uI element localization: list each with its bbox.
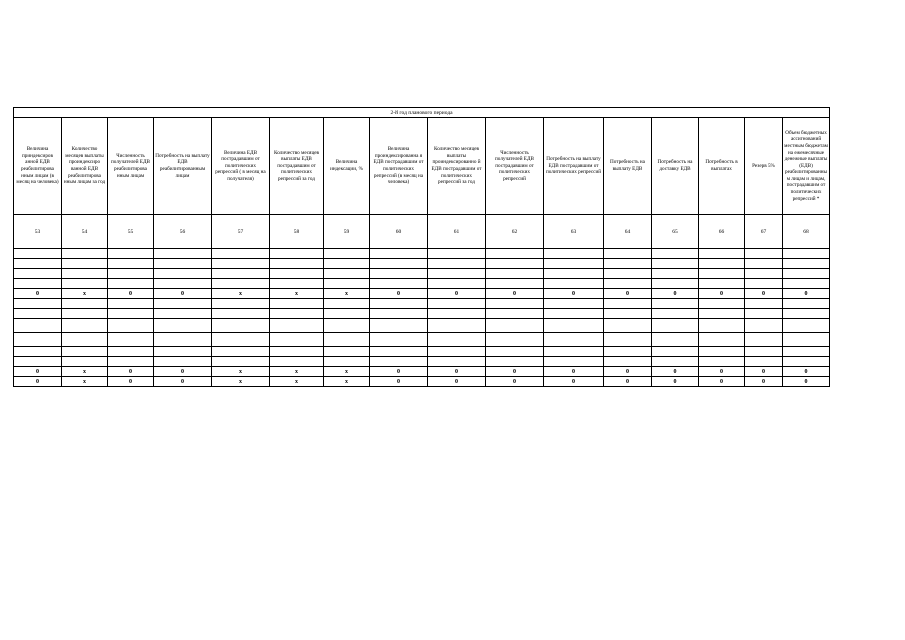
blank-cell (62, 319, 108, 333)
total-cell: x (62, 289, 108, 299)
blank-cell (745, 309, 783, 319)
blank-cell (324, 259, 370, 269)
blank-cell (699, 259, 745, 269)
total-cell: x (270, 289, 324, 299)
blank-cell (745, 269, 783, 279)
total-cell: 0 (604, 367, 652, 377)
blank-row (14, 347, 830, 357)
blank-cell (212, 269, 270, 279)
column-number: 66 (699, 215, 745, 249)
column-number: 62 (486, 215, 544, 249)
total-cell: x (212, 289, 270, 299)
total-cell: 0 (699, 289, 745, 299)
blank-cell (604, 309, 652, 319)
total-cell: 0 (486, 377, 544, 387)
blank-row (14, 259, 830, 269)
blank-cell (108, 347, 154, 357)
blank-cell (604, 357, 652, 367)
blank-cell (370, 279, 428, 289)
blank-cell (604, 299, 652, 309)
total-cell: 0 (154, 377, 212, 387)
blank-cell (652, 309, 699, 319)
blank-cell (108, 319, 154, 333)
blank-cell (783, 269, 830, 279)
total-cell: 0 (745, 377, 783, 387)
total-cell: 0 (108, 289, 154, 299)
blank-cell (428, 259, 486, 269)
total-cell: 0 (652, 367, 699, 377)
blank-cell (428, 279, 486, 289)
blank-cell (745, 279, 783, 289)
blank-cell (108, 269, 154, 279)
column-header: Величина приндексиров анной ЕДВ реабилитирова нным лицам (в месяц на человека) (14, 118, 62, 215)
blank-cell (699, 347, 745, 357)
blank-cell (652, 357, 699, 367)
total-cell: 0 (14, 367, 62, 377)
blank-cell (604, 319, 652, 333)
total-cell: x (270, 367, 324, 377)
blank-cell (14, 299, 62, 309)
blank-row (14, 357, 830, 367)
blank-cell (745, 319, 783, 333)
total-cell: 0 (604, 377, 652, 387)
column-header: Численность получателей ЕДВ пострадавшим от политических репрессий (486, 118, 544, 215)
blank-cell (108, 309, 154, 319)
blank-cell (604, 249, 652, 259)
blank-cell (745, 259, 783, 269)
blank-cell (212, 357, 270, 367)
blank-cell (270, 347, 324, 357)
blank-cell (486, 259, 544, 269)
blank-cell (270, 249, 324, 259)
total-cell: 0 (428, 289, 486, 299)
column-header: Объем бюджетных ассигнований местным бюджетам на ежемесячные денежные выплаты (ЕДВ) реабилитированным лицам и лицам, пострадавшим от политических репрессий * (783, 118, 830, 215)
blank-cell (62, 249, 108, 259)
blank-cell (428, 333, 486, 347)
blank-cell (14, 357, 62, 367)
blank-cell (108, 249, 154, 259)
column-header: Величина индексации, % (324, 118, 370, 215)
total-cell: 0 (14, 377, 62, 387)
total-cell: 0 (370, 367, 428, 377)
blank-cell (62, 279, 108, 289)
column-number: 55 (108, 215, 154, 249)
blank-cell (486, 347, 544, 357)
blank-cell (62, 333, 108, 347)
blank-cell (62, 347, 108, 357)
blank-cell (370, 347, 428, 357)
blank-cell (14, 309, 62, 319)
header-row (14, 118, 830, 215)
total-row (14, 367, 830, 377)
total-cell: x (212, 367, 270, 377)
blank-cell (486, 299, 544, 309)
blank-cell (108, 279, 154, 289)
blank-cell (652, 299, 699, 309)
blank-cell (324, 347, 370, 357)
blank-row (14, 309, 830, 319)
column-number: 54 (62, 215, 108, 249)
blank-cell (699, 357, 745, 367)
column-number: 58 (270, 215, 324, 249)
blank-cell (212, 319, 270, 333)
total-cell: 0 (544, 377, 604, 387)
column-number: 57 (212, 215, 270, 249)
blank-row (14, 269, 830, 279)
blank-cell (62, 259, 108, 269)
column-number: 68 (783, 215, 830, 249)
blank-cell (212, 347, 270, 357)
blank-cell (699, 279, 745, 289)
blank-cell (154, 299, 212, 309)
total-cell: 0 (154, 367, 212, 377)
total-cell: 0 (652, 377, 699, 387)
blank-cell (14, 259, 62, 269)
blank-cell (154, 357, 212, 367)
blank-cell (699, 299, 745, 309)
blank-cell (154, 347, 212, 357)
column-header: Резерв 5% (745, 118, 783, 215)
blank-cell (783, 319, 830, 333)
blank-cell (783, 299, 830, 309)
blank-cell (745, 333, 783, 347)
column-number-row (14, 215, 830, 249)
blank-row (14, 279, 830, 289)
total-cell: 0 (783, 367, 830, 377)
blank-cell (604, 259, 652, 269)
blank-cell (154, 259, 212, 269)
blank-cell (699, 319, 745, 333)
blank-cell (699, 249, 745, 259)
blank-cell (324, 279, 370, 289)
blank-cell (154, 309, 212, 319)
blank-cell (270, 319, 324, 333)
blank-cell (324, 309, 370, 319)
total-cell: x (324, 289, 370, 299)
column-header: Потребность в выплатах (699, 118, 745, 215)
blank-cell (652, 269, 699, 279)
blank-cell (428, 319, 486, 333)
blank-cell (486, 279, 544, 289)
blank-row (14, 319, 830, 333)
column-header: Количество месяцев выплаты проиндексиро ванной ЕДВ реабилитирова нным лицам за год (62, 118, 108, 215)
blank-cell (544, 299, 604, 309)
blank-cell (324, 269, 370, 279)
blank-cell (62, 269, 108, 279)
blank-cell (154, 319, 212, 333)
blank-cell (652, 347, 699, 357)
column-header: Потребность на выплату ЕДВ (604, 118, 652, 215)
period-row (14, 108, 830, 118)
blank-cell (270, 309, 324, 319)
blank-cell (428, 357, 486, 367)
blank-cell (324, 299, 370, 309)
blank-cell (14, 319, 62, 333)
blank-cell (783, 249, 830, 259)
total-cell: 0 (370, 377, 428, 387)
blank-cell (652, 333, 699, 347)
blank-cell (544, 269, 604, 279)
blank-cell (428, 347, 486, 357)
blank-cell (486, 249, 544, 259)
column-header: Численность получателей ЕДВ реабилитирова нным лицам (108, 118, 154, 215)
blank-cell (604, 279, 652, 289)
blank-cell (324, 319, 370, 333)
blank-cell (154, 333, 212, 347)
blank-cell (428, 299, 486, 309)
blank-cell (14, 279, 62, 289)
total-cell: 0 (699, 377, 745, 387)
total-cell: 0 (486, 289, 544, 299)
blank-cell (745, 249, 783, 259)
total-row (14, 377, 830, 387)
column-number: 53 (14, 215, 62, 249)
column-header: Величина проиндексированна я ЕДВ пострадавшим от политических репрессий (в месяц на человека) (370, 118, 428, 215)
blank-cell (783, 259, 830, 269)
blank-cell (212, 309, 270, 319)
total-cell: 0 (783, 377, 830, 387)
total-cell: 0 (428, 367, 486, 377)
blank-cell (544, 357, 604, 367)
blank-row (14, 333, 830, 347)
blank-cell (428, 249, 486, 259)
blank-cell (370, 319, 428, 333)
blank-cell (544, 259, 604, 269)
blank-cell (486, 319, 544, 333)
column-number: 60 (370, 215, 428, 249)
blank-cell (544, 333, 604, 347)
blank-cell (370, 299, 428, 309)
total-cell: x (270, 377, 324, 387)
blank-cell (14, 333, 62, 347)
blank-cell (783, 309, 830, 319)
total-cell: 0 (783, 289, 830, 299)
blank-cell (544, 309, 604, 319)
total-cell: x (62, 377, 108, 387)
blank-cell (14, 347, 62, 357)
column-header: Потребность на выплату ЕДВ пострадавшим от политических репрессий (544, 118, 604, 215)
budget-table (13, 107, 830, 387)
blank-cell (428, 309, 486, 319)
blank-cell (652, 249, 699, 259)
column-header: Количество месяцев выплаты проиндексированно й ЕДВ пострадавшим от политических репрессий за год (428, 118, 486, 215)
blank-cell (486, 309, 544, 319)
total-cell: 0 (154, 289, 212, 299)
blank-cell (699, 269, 745, 279)
blank-cell (783, 333, 830, 347)
total-cell: 0 (370, 289, 428, 299)
blank-cell (783, 279, 830, 289)
blank-cell (745, 299, 783, 309)
total-cell: 0 (108, 367, 154, 377)
total-cell: 0 (745, 289, 783, 299)
blank-cell (270, 259, 324, 269)
blank-cell (370, 259, 428, 269)
blank-cell (270, 357, 324, 367)
column-number: 64 (604, 215, 652, 249)
blank-cell (212, 279, 270, 289)
blank-cell (544, 347, 604, 357)
blank-cell (783, 357, 830, 367)
blank-cell (652, 279, 699, 289)
total-cell: x (212, 377, 270, 387)
blank-cell (14, 269, 62, 279)
blank-cell (370, 249, 428, 259)
period-title: 2-й год планового периода (14, 108, 830, 118)
total-cell: x (324, 377, 370, 387)
blank-cell (486, 269, 544, 279)
total-cell: 0 (108, 377, 154, 387)
blank-cell (652, 319, 699, 333)
blank-cell (370, 333, 428, 347)
column-header: Потребность на выплату ЕДВ реабилитированным лицам (154, 118, 212, 215)
total-cell: x (324, 367, 370, 377)
blank-cell (544, 249, 604, 259)
blank-cell (370, 269, 428, 279)
blank-cell (699, 333, 745, 347)
total-cell: 0 (604, 289, 652, 299)
blank-cell (108, 333, 154, 347)
blank-cell (604, 269, 652, 279)
blank-cell (652, 259, 699, 269)
blank-cell (270, 333, 324, 347)
blank-cell (62, 309, 108, 319)
column-number: 56 (154, 215, 212, 249)
blank-cell (745, 357, 783, 367)
total-cell: x (62, 367, 108, 377)
blank-cell (154, 279, 212, 289)
blank-cell (486, 357, 544, 367)
blank-cell (270, 299, 324, 309)
total-cell: 0 (544, 289, 604, 299)
blank-cell (212, 249, 270, 259)
blank-cell (108, 299, 154, 309)
column-header: Количество месяцев выплаты ЕДВ пострадавшим от политических репрессий за год (270, 118, 324, 215)
blank-cell (783, 347, 830, 357)
blank-cell (14, 249, 62, 259)
total-row (14, 289, 830, 299)
blank-cell (324, 357, 370, 367)
total-cell: 0 (745, 367, 783, 377)
blank-cell (270, 269, 324, 279)
blank-cell (604, 333, 652, 347)
column-number: 65 (652, 215, 699, 249)
blank-cell (62, 357, 108, 367)
blank-cell (62, 299, 108, 309)
blank-cell (544, 319, 604, 333)
blank-row (14, 249, 830, 259)
blank-cell (154, 269, 212, 279)
blank-cell (212, 299, 270, 309)
blank-cell (370, 357, 428, 367)
column-number: 61 (428, 215, 486, 249)
blank-cell (108, 259, 154, 269)
total-cell: 0 (652, 289, 699, 299)
blank-cell (699, 309, 745, 319)
total-cell: 0 (699, 367, 745, 377)
blank-cell (604, 347, 652, 357)
blank-cell (745, 347, 783, 357)
blank-cell (212, 333, 270, 347)
blank-cell (370, 309, 428, 319)
blank-cell (212, 259, 270, 269)
column-header: Потребность на доставку ЕДВ (652, 118, 699, 215)
column-number: 59 (324, 215, 370, 249)
total-cell: 0 (544, 367, 604, 377)
column-number: 63 (544, 215, 604, 249)
blank-cell (324, 333, 370, 347)
blank-cell (270, 279, 324, 289)
total-cell: 0 (486, 367, 544, 377)
blank-cell (324, 249, 370, 259)
blank-row (14, 299, 830, 309)
blank-cell (486, 333, 544, 347)
blank-cell (154, 249, 212, 259)
blank-cell (544, 279, 604, 289)
column-number: 67 (745, 215, 783, 249)
blank-cell (428, 269, 486, 279)
total-cell: 0 (428, 377, 486, 387)
column-header: Величина ЕДВ пострадавшим от политических репрессий ( в месяц на получателя) (212, 118, 270, 215)
blank-cell (108, 357, 154, 367)
total-cell: 0 (14, 289, 62, 299)
